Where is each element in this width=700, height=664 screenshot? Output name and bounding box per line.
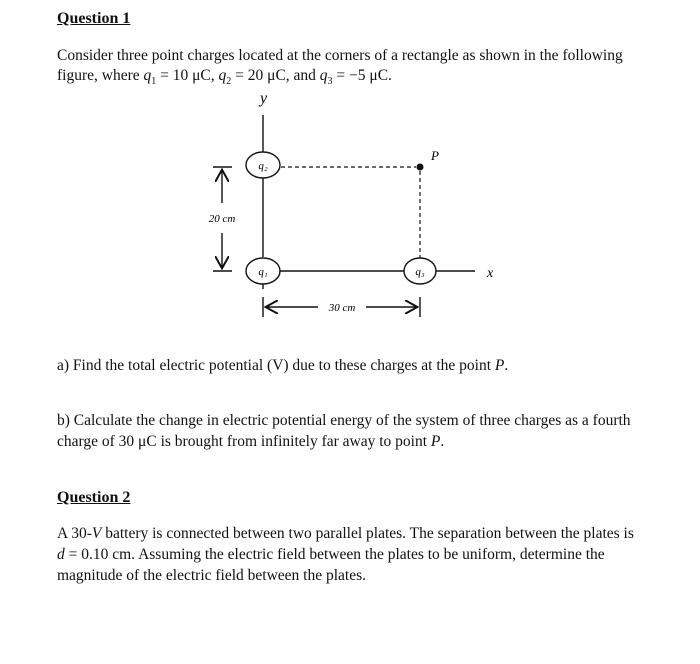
- part-a-suffix: .: [504, 357, 509, 374]
- q2-line1-suffix: battery is connected between two parallel plates. The separation between the plates is: [101, 525, 634, 542]
- question-2-line-3: magnitude of the electric field between the plates.: [57, 567, 367, 584]
- q2-value: = 20 μC, and: [231, 67, 320, 84]
- intro-prefix: figure, where: [57, 67, 144, 84]
- part-b-line-2: [57, 431, 444, 452]
- width-dim-label: 30 cm: [328, 302, 356, 314]
- q2-line1-prefix: A 30-: [57, 525, 92, 542]
- question-1-intro-line-1: Consider three point charges located at the corners of a rectangle as shown in the following: [57, 47, 623, 64]
- question-2-heading: Question 2: [57, 489, 131, 506]
- charge-rectangle-figure: [180, 85, 520, 330]
- q2-volt-unit: V: [91, 525, 102, 542]
- x-axis-label: x: [487, 266, 494, 281]
- question-2-line-2: [57, 544, 605, 565]
- q1-symbol: q: [143, 67, 152, 84]
- question-1-heading: Question 1: [57, 10, 131, 27]
- q1-value: = 10 μC,: [156, 67, 219, 84]
- question-2-line-1: [57, 523, 634, 544]
- part-b-point: P: [430, 433, 441, 450]
- q2-distance-var: d: [57, 546, 65, 563]
- q3-subscript: 3: [327, 76, 333, 88]
- point-p-marker: [417, 164, 424, 171]
- y-axis-label: y: [260, 90, 268, 107]
- part-b-suffix: .: [440, 433, 445, 450]
- height-dim-label: 20 cm: [208, 213, 236, 225]
- q2-symbol: q: [218, 67, 227, 84]
- charge-q3-label: q₃: [415, 266, 425, 278]
- charge-q1-label: q₁: [258, 266, 268, 278]
- figure-svg: [180, 85, 520, 330]
- q2-subscript: 2: [226, 76, 232, 88]
- part-a-point: P: [494, 357, 505, 374]
- part-b-prefix: charge of 30 μC is brought from infinitely far away to point: [57, 433, 431, 450]
- part-b-line-1: b) Calculate the change in electric potential energy of the system of three charges as a fourth: [57, 412, 631, 429]
- part-a-prefix: a) Find the total electric potential (V) due to these charges at the point: [57, 357, 495, 374]
- point-p-label: P: [431, 148, 439, 163]
- q3-value: = −5 μC.: [332, 67, 392, 84]
- q1-subscript: 1: [151, 76, 157, 88]
- charge-q2-label: q₂: [258, 160, 268, 172]
- q3-symbol: q: [319, 67, 328, 84]
- q2-line2-suffix: = 0.10 cm. Assuming the electric field between the plates to be uniform, determine the: [64, 546, 605, 563]
- part-a-text: [57, 355, 508, 376]
